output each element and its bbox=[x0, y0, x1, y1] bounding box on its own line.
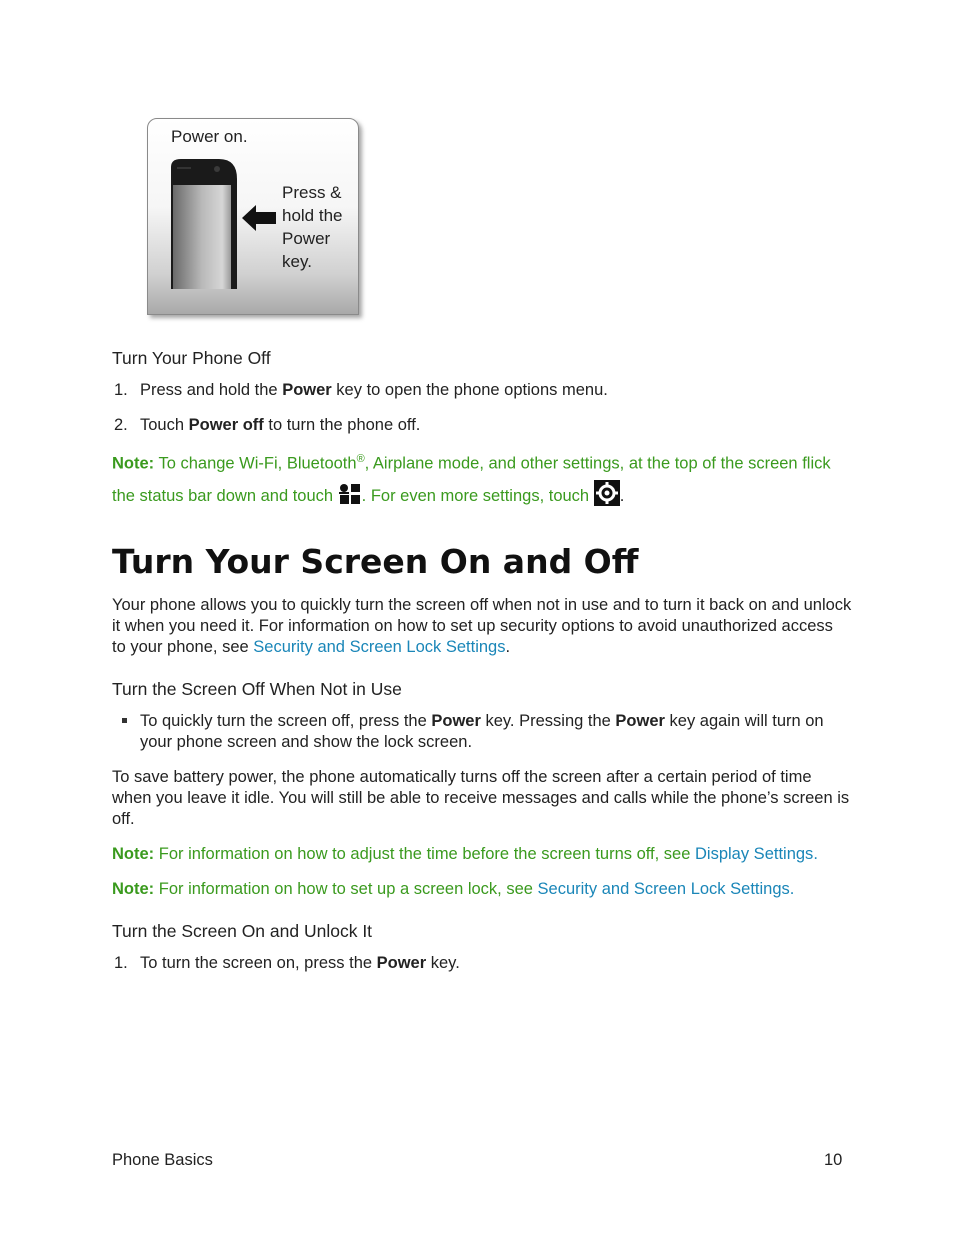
heading-screen-on: Turn the Screen On and Unlock It bbox=[112, 921, 373, 941]
intro-paragraph: Your phone allows you to quickly turn the screen off when not in use and to turn it back on and unlock it when you need it. For information on how to set up security options to avoid unauthorized access to your phone, see Security and Screen Lock Settings. bbox=[112, 596, 852, 656]
link-security-settings-2[interactable]: Security and Screen Lock Settings bbox=[537, 880, 790, 898]
note-quick-settings: Note: To change Wi-Fi, Bluetooth®, Airplane mode, and other settings, at the top of the screen flick the status bar down and touch . For even more settings, touch . bbox=[112, 453, 831, 505]
step-text: Touch Power off to turn the phone off. bbox=[140, 416, 421, 434]
page-number: 10 bbox=[824, 1151, 843, 1169]
bullet-marker bbox=[122, 718, 127, 723]
settings-gear-icon bbox=[594, 480, 620, 506]
arrow-left-icon bbox=[242, 205, 276, 231]
step-number: 2. bbox=[114, 416, 128, 434]
step-text: To turn the screen on, press the Power key. bbox=[140, 954, 460, 972]
power-on-illustration bbox=[147, 118, 359, 315]
phone-side-icon bbox=[171, 159, 237, 289]
note-screen-lock: Note: For information on how to set up a screen lock, see Security and Screen Lock Settings. bbox=[112, 880, 795, 898]
step-text: Press and hold the Power key to open the phone options menu. bbox=[140, 381, 608, 399]
battery-paragraph: To save battery power, the phone automatically turns off the screen after a certain period of time when you leave it idle. You will still be able to receive messages and calls while the phone’s screen is off. bbox=[112, 768, 850, 828]
heading-turn-phone-off: Turn Your Phone Off bbox=[112, 348, 271, 368]
page-title: Turn Your Screen On and Off bbox=[112, 542, 639, 581]
step-number: 1. bbox=[114, 954, 128, 972]
link-security-settings[interactable]: Security and Screen Lock Settings bbox=[253, 638, 506, 656]
step-number: 1. bbox=[114, 381, 128, 399]
heading-screen-off: Turn the Screen Off When Not in Use bbox=[112, 679, 402, 699]
footer-section: Phone Basics bbox=[112, 1151, 213, 1169]
bullet-text: To quickly turn the screen off, press the Power key. Pressing the Power key again will turn on your phone screen and show the lock screen. bbox=[140, 712, 824, 751]
illustration-caption: Press & hold the Power key. bbox=[282, 183, 343, 271]
illustration-title: Power on. bbox=[171, 127, 248, 146]
link-display-settings[interactable]: Display Settings bbox=[695, 845, 814, 863]
note-display-settings: Note: For information on how to adjust the time before the screen turns off, see Display Settings. bbox=[112, 845, 818, 863]
quick-settings-icon bbox=[338, 482, 362, 506]
